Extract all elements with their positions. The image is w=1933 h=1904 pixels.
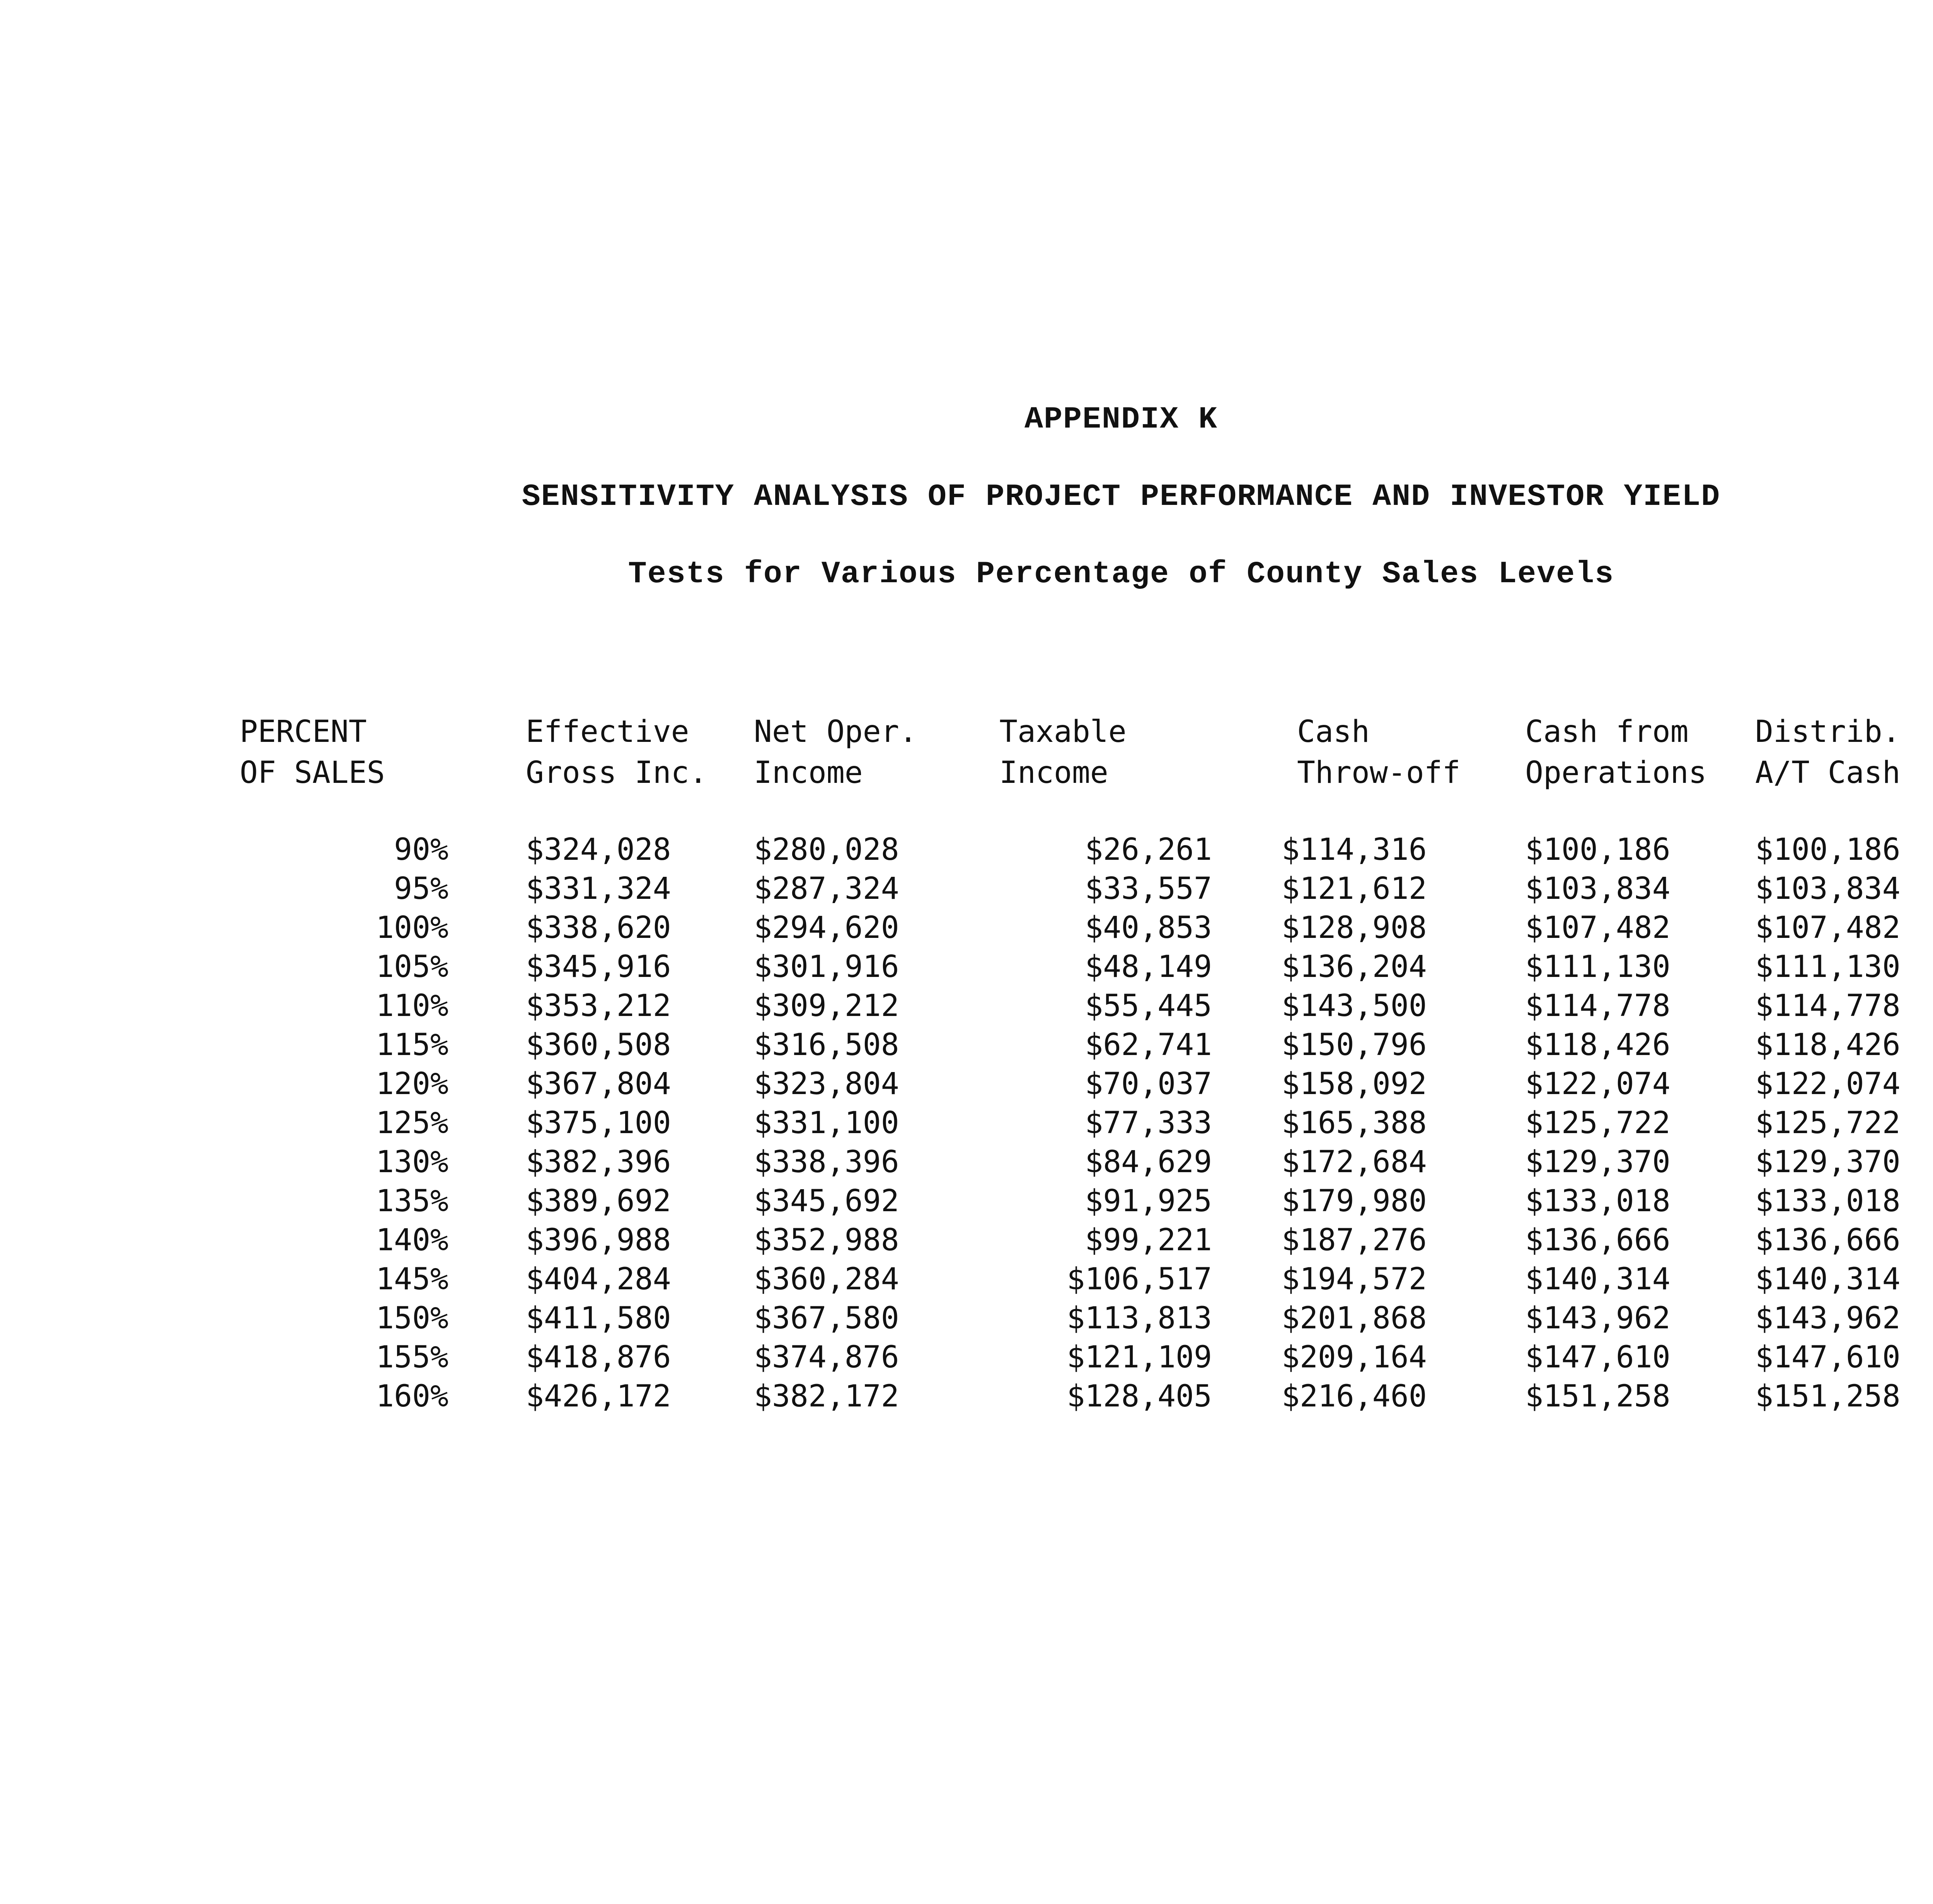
- page-title: SENSITIVITY ANALYSIS OF PROJECT PERFORMANCE AND INVESTOR YIELD: [522, 479, 1721, 515]
- cell-effective-gross-income: $426,172: [526, 1379, 671, 1414]
- cell-cash-from-operations: $147,610: [1525, 1340, 1670, 1375]
- table-row: [240, 1182, 1933, 1221]
- table-header-row: [240, 711, 1933, 793]
- cell-effective-gross-income: $353,212: [526, 989, 671, 1023]
- table-row: [240, 830, 1933, 869]
- cell-distributed-at-cash: $133,018: [1755, 1184, 1901, 1219]
- cell-net-operating-income: $316,508: [754, 1028, 899, 1062]
- cell-taxable-income: $62,741: [1085, 1028, 1212, 1062]
- table-row: [240, 1104, 1933, 1143]
- table-row: [240, 869, 1933, 909]
- cell-percent-of-sales: 90%: [394, 832, 448, 867]
- cell-cash-throw-off: $209,164: [1282, 1340, 1427, 1375]
- cell-cash-from-operations: $125,722: [1525, 1106, 1670, 1140]
- cell-distributed-at-cash: $147,610: [1755, 1340, 1901, 1375]
- cell-net-operating-income: $294,620: [754, 910, 899, 945]
- cell-cash-throw-off: $121,612: [1282, 871, 1427, 906]
- cell-distributed-at-cash: $129,370: [1755, 1145, 1901, 1180]
- cell-distributed-at-cash: $103,834: [1755, 871, 1901, 906]
- cell-taxable-income: $26,261: [1085, 832, 1212, 867]
- table-row: [240, 1299, 1933, 1338]
- cell-taxable-income: $48,149: [1085, 949, 1212, 984]
- cell-cash-from-operations: $103,834: [1525, 871, 1670, 906]
- cell-cash-throw-off: $114,316: [1282, 832, 1427, 867]
- table-body: [240, 830, 1933, 1416]
- cell-cash-throw-off: $172,684: [1282, 1145, 1427, 1180]
- cell-percent-of-sales: 130%: [376, 1145, 448, 1180]
- cell-percent-of-sales: 105%: [376, 949, 448, 984]
- cell-distributed-at-cash: $100,186: [1755, 832, 1901, 867]
- cell-distributed-at-cash: $114,778: [1755, 989, 1901, 1023]
- cell-cash-throw-off: $158,092: [1282, 1067, 1427, 1101]
- cell-cash-from-operations: $133,018: [1525, 1184, 1670, 1219]
- table-row: [240, 1260, 1933, 1299]
- cell-percent-of-sales: 155%: [376, 1340, 448, 1375]
- table-row: [240, 1026, 1933, 1065]
- column-header-taxable-income: Taxable Income: [999, 714, 1127, 790]
- cell-distributed-at-cash: $125,722: [1755, 1106, 1901, 1140]
- cell-cash-from-operations: $122,074: [1525, 1067, 1670, 1101]
- cell-net-operating-income: $309,212: [754, 989, 899, 1023]
- cell-effective-gross-income: $367,804: [526, 1067, 671, 1101]
- cell-cash-from-operations: $129,370: [1525, 1145, 1670, 1180]
- cell-taxable-income: $106,517: [1067, 1262, 1212, 1297]
- cell-cash-from-operations: $118,426: [1525, 1028, 1670, 1062]
- cell-cash-from-operations: $140,314: [1525, 1262, 1670, 1297]
- table-row: [240, 948, 1933, 987]
- cell-taxable-income: $77,333: [1085, 1106, 1212, 1140]
- appendix-heading: APPENDIX K: [1024, 402, 1218, 437]
- cell-percent-of-sales: 145%: [376, 1262, 448, 1297]
- cell-cash-from-operations: $111,130: [1525, 949, 1670, 984]
- cell-percent-of-sales: 150%: [376, 1301, 448, 1336]
- cell-cash-throw-off: $179,980: [1282, 1184, 1427, 1219]
- cell-distributed-at-cash: $136,666: [1755, 1223, 1901, 1258]
- table-row: [240, 987, 1933, 1026]
- cell-taxable-income: $55,445: [1085, 989, 1212, 1023]
- column-header-effective-gross-income: Effective Gross Inc.: [526, 714, 707, 790]
- cell-taxable-income: $99,221: [1085, 1223, 1212, 1258]
- cell-percent-of-sales: 120%: [376, 1067, 448, 1101]
- cell-cash-throw-off: $216,460: [1282, 1379, 1427, 1414]
- cell-net-operating-income: $374,876: [754, 1340, 899, 1375]
- cell-cash-from-operations: $136,666: [1525, 1223, 1670, 1258]
- cell-cash-from-operations: $143,962: [1525, 1301, 1670, 1336]
- cell-net-operating-income: $382,172: [754, 1379, 899, 1414]
- cell-percent-of-sales: 160%: [376, 1379, 448, 1414]
- table-row: [240, 1143, 1933, 1182]
- cell-net-operating-income: $323,804: [754, 1067, 899, 1101]
- cell-cash-throw-off: $194,572: [1282, 1262, 1427, 1297]
- cell-percent-of-sales: 135%: [376, 1184, 448, 1219]
- cell-effective-gross-income: $418,876: [526, 1340, 671, 1375]
- cell-percent-of-sales: 100%: [376, 910, 448, 945]
- table-row: [240, 909, 1933, 948]
- cell-cash-throw-off: $150,796: [1282, 1028, 1427, 1062]
- cell-effective-gross-income: $396,988: [526, 1223, 671, 1258]
- page-subtitle: Tests for Various Percentage of County Sales Levels: [628, 557, 1614, 592]
- cell-percent-of-sales: 125%: [376, 1106, 448, 1140]
- cell-effective-gross-income: $324,028: [526, 832, 671, 867]
- cell-cash-from-operations: $100,186: [1525, 832, 1670, 867]
- cell-distributed-at-cash: $143,962: [1755, 1301, 1901, 1336]
- cell-effective-gross-income: $411,580: [526, 1301, 671, 1336]
- cell-distributed-at-cash: $107,482: [1755, 910, 1901, 945]
- cell-taxable-income: $33,557: [1085, 871, 1212, 906]
- cell-effective-gross-income: $375,100: [526, 1106, 671, 1140]
- cell-net-operating-income: $280,028: [754, 832, 899, 867]
- cell-effective-gross-income: $338,620: [526, 910, 671, 945]
- cell-effective-gross-income: $331,324: [526, 871, 671, 906]
- cell-percent-of-sales: 110%: [376, 989, 448, 1023]
- cell-effective-gross-income: $382,396: [526, 1145, 671, 1180]
- cell-effective-gross-income: $360,508: [526, 1028, 671, 1062]
- cell-distributed-at-cash: $140,314: [1755, 1262, 1901, 1297]
- cell-effective-gross-income: $404,284: [526, 1262, 671, 1297]
- cell-cash-from-operations: $114,778: [1525, 989, 1670, 1023]
- table-row: [240, 1065, 1933, 1104]
- cell-cash-from-operations: $107,482: [1525, 910, 1670, 945]
- cell-taxable-income: $91,925: [1085, 1184, 1212, 1219]
- cell-net-operating-income: $352,988: [754, 1223, 899, 1258]
- cell-taxable-income: $113,813: [1067, 1301, 1212, 1336]
- cell-cash-throw-off: $187,276: [1282, 1223, 1427, 1258]
- cell-net-operating-income: $338,396: [754, 1145, 899, 1180]
- cell-taxable-income: $70,037: [1085, 1067, 1212, 1101]
- cell-cash-throw-off: $136,204: [1282, 949, 1427, 984]
- cell-net-operating-income: $360,284: [754, 1262, 899, 1297]
- cell-net-operating-income: $331,100: [754, 1106, 899, 1140]
- cell-net-operating-income: $287,324: [754, 871, 899, 906]
- cell-distributed-at-cash: $111,130: [1755, 949, 1901, 984]
- cell-cash-throw-off: $143,500: [1282, 989, 1427, 1023]
- cell-cash-throw-off: $128,908: [1282, 910, 1427, 945]
- cell-cash-throw-off: $201,868: [1282, 1301, 1427, 1336]
- column-header-percent-of-sales: PERCENT OF SALES: [240, 714, 385, 790]
- cell-distributed-at-cash: $151,258: [1755, 1379, 1901, 1414]
- sensitivity-table: [240, 711, 1933, 1416]
- cell-net-operating-income: $345,692: [754, 1184, 899, 1219]
- table-row: [240, 1377, 1933, 1416]
- column-header-distributed-at-cash: Distrib. A/T Cash: [1755, 714, 1901, 790]
- cell-net-operating-income: $301,916: [754, 949, 899, 984]
- cell-distributed-at-cash: $122,074: [1755, 1067, 1901, 1101]
- cell-cash-from-operations: $151,258: [1525, 1379, 1670, 1414]
- cell-net-operating-income: $367,580: [754, 1301, 899, 1336]
- column-header-cash-throw-off: Cash Throw-off: [1297, 714, 1461, 790]
- cell-distributed-at-cash: $118,426: [1755, 1028, 1901, 1062]
- cell-cash-throw-off: $165,388: [1282, 1106, 1427, 1140]
- column-header-net-operating-income: Net Oper. Income: [754, 714, 917, 790]
- cell-percent-of-sales: 140%: [376, 1223, 448, 1258]
- cell-percent-of-sales: 115%: [376, 1028, 448, 1062]
- cell-effective-gross-income: $345,916: [526, 949, 671, 984]
- column-header-cash-from-operations: Cash from Operations: [1525, 714, 1707, 790]
- table-row: [240, 1221, 1933, 1260]
- cell-taxable-income: $40,853: [1085, 910, 1212, 945]
- cell-taxable-income: $121,109: [1067, 1340, 1212, 1375]
- table-row: [240, 1338, 1933, 1377]
- cell-percent-of-sales: 95%: [394, 871, 448, 906]
- cell-taxable-income: $128,405: [1067, 1379, 1212, 1414]
- cell-taxable-income: $84,629: [1085, 1145, 1212, 1180]
- cell-effective-gross-income: $389,692: [526, 1184, 671, 1219]
